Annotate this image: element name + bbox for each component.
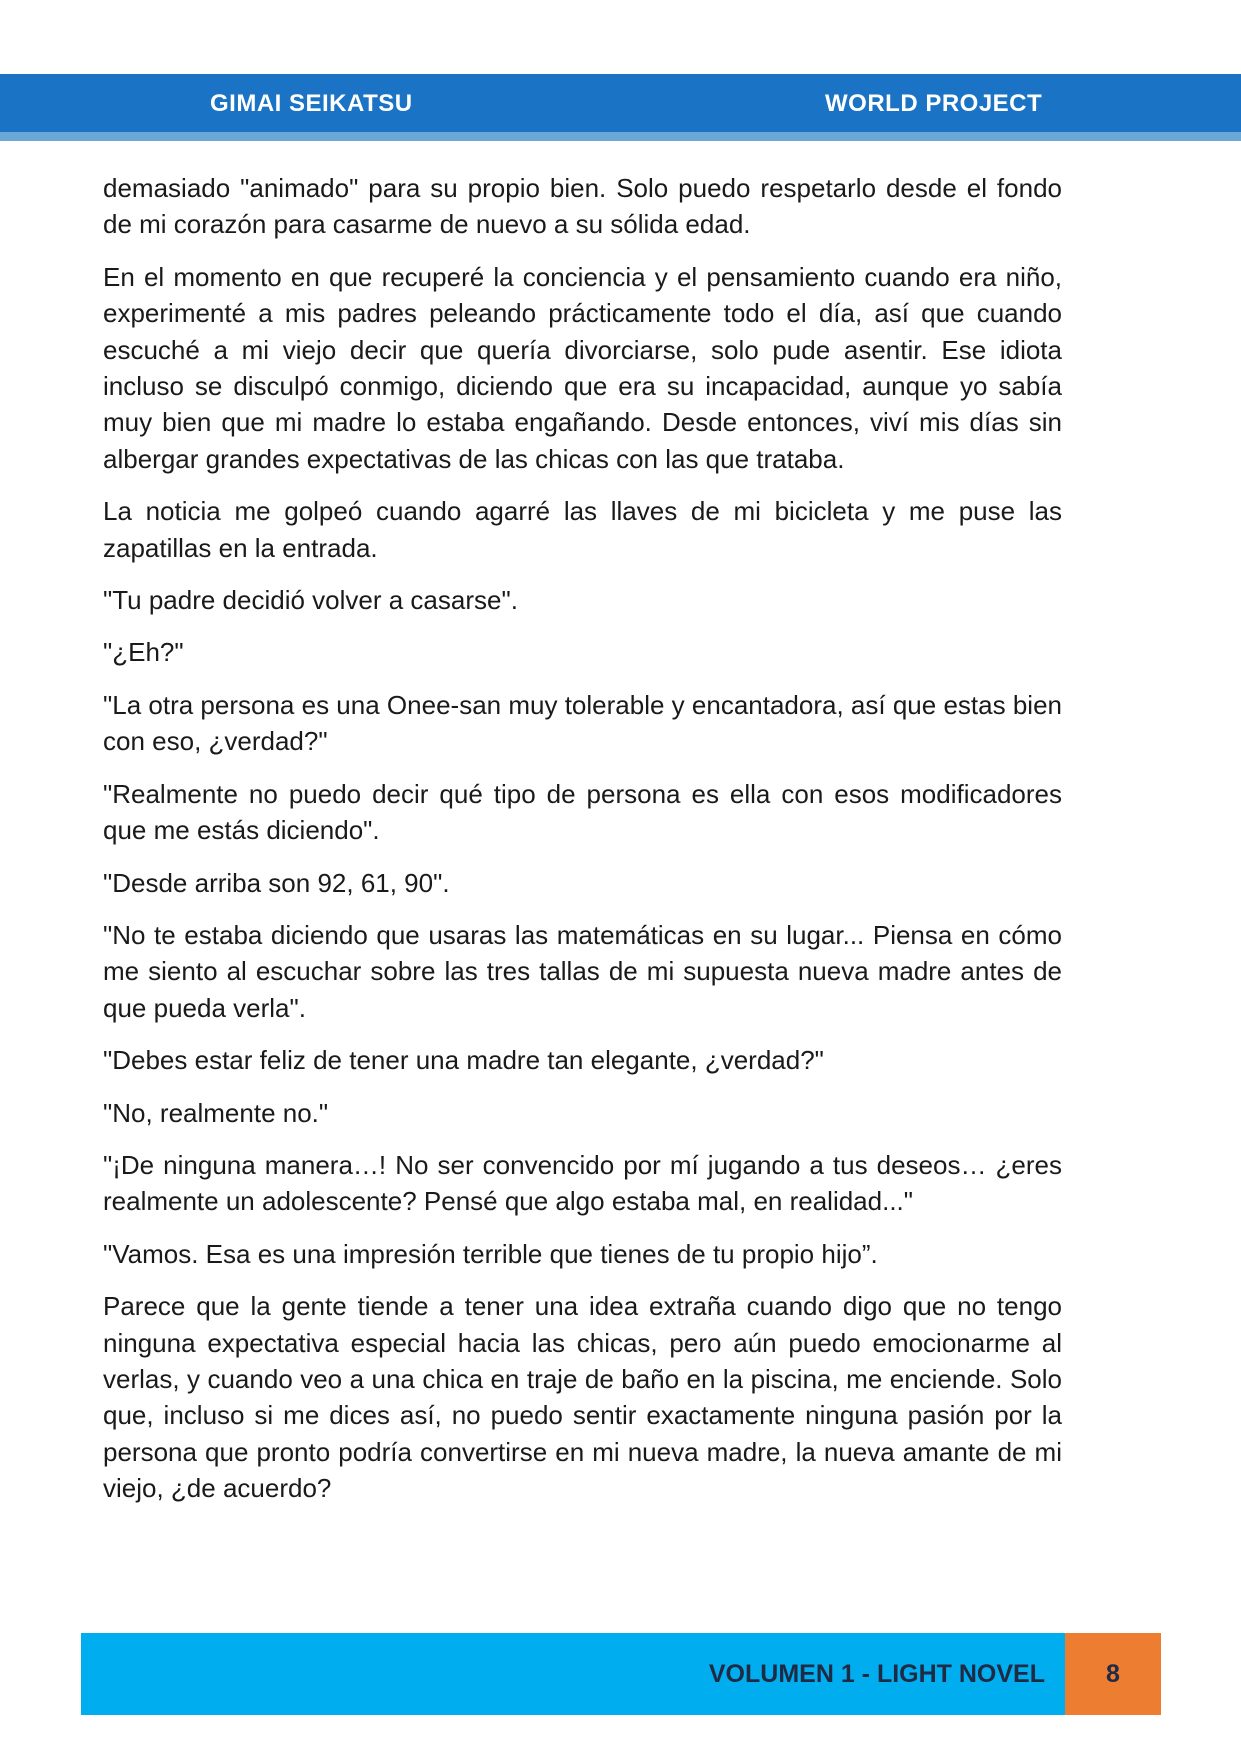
paragraph: "¿Eh?" [103,637,184,668]
paragraph: "Realmente no puedo decir qué tipo de persona es ella con esos modificadores que me estás diciendo". [103,778,1062,846]
group-title: WORLD PROJECT [825,90,1043,117]
paragraph: "Vamos. Esa es una impresión terrible que tienes de tu propio hijo”. [103,1238,878,1269]
page-header [0,74,1241,141]
page-number-box [1065,1633,1161,1715]
paragraph: "La otra persona es una Onee-san muy tolerable y encantadora, así que estas bien con eso, ¿verdad?" [103,689,1062,757]
page-footer [81,1633,1161,1715]
paragraph: "Debes estar feliz de tener una madre tan elegante, ¿verdad?" [103,1045,824,1076]
paragraph: "No, realmente no." [103,1097,329,1128]
volume-title: VOLUMEN 1 - LIGHT NOVEL [708,1660,1045,1688]
body-text [103,170,1062,1523]
footer-band [81,1633,1065,1715]
page-number: 8 [1106,1660,1120,1688]
paragraph: "Tu padre decidió volver a casarse". [103,585,518,616]
series-title: GIMAI SEIKATSU [210,90,413,117]
paragraph: La noticia me golpeó cuando agarré las llaves de mi bicicleta y me puse las zapatillas en la entrada. [103,496,1062,563]
paragraph: Parece que la gente tiende a tener una idea extraña cuando digo que no tengo ninguna expectativa especial hacia las chicas, pero aún puedo emocionarme al verlas, y cuando veo a una chica en traje de baño en la piscina, me enciende. Solo que, incluso si me dices así, no puedo sentir exactamente ninguna pasión por la persona que pronto podría convertirse en mi nueva madre, la nueva amante de mi viejo, ¿de acuerdo? [103,1291,1062,1504]
paragraph: "¡De ninguna manera…! No ser convencido por mí jugando a tus deseos… ¿eres realmente un adolescente? Pensé que algo estaba mal, en realidad..." [103,1149,1062,1217]
paragraph: demasiado "animado" para su propio bien. Solo puedo respetarlo desde el fondo de mi corazón para casarme de nuevo a su sólida edad. [103,173,1062,240]
paragraph: En el momento en que recuperé la conciencia y el pensamiento cuando era niño, experimenté a mis padres peleando prácticamente todo el día, así que cuando escuché a mi viejo decir que quería divorciarse, solo pude asentir. Ese idiota incluso se disculpó conmigo, diciendo que era su incapacidad, aunque yo sabía muy bien que mi madre lo estaba engañando. Desde entonces, viví mis días sin albergar grandes expectativas de las chicas con las que trataba. [103,261,1062,474]
paragraph: "Desde arriba son 92, 61, 90". [103,867,450,898]
paragraph: "No te estaba diciendo que usaras las matemáticas en su lugar... Piensa en cómo me siento al escuchar sobre las tres tallas de mi supuesta nueva madre antes de que pueda verla". [103,919,1062,1023]
